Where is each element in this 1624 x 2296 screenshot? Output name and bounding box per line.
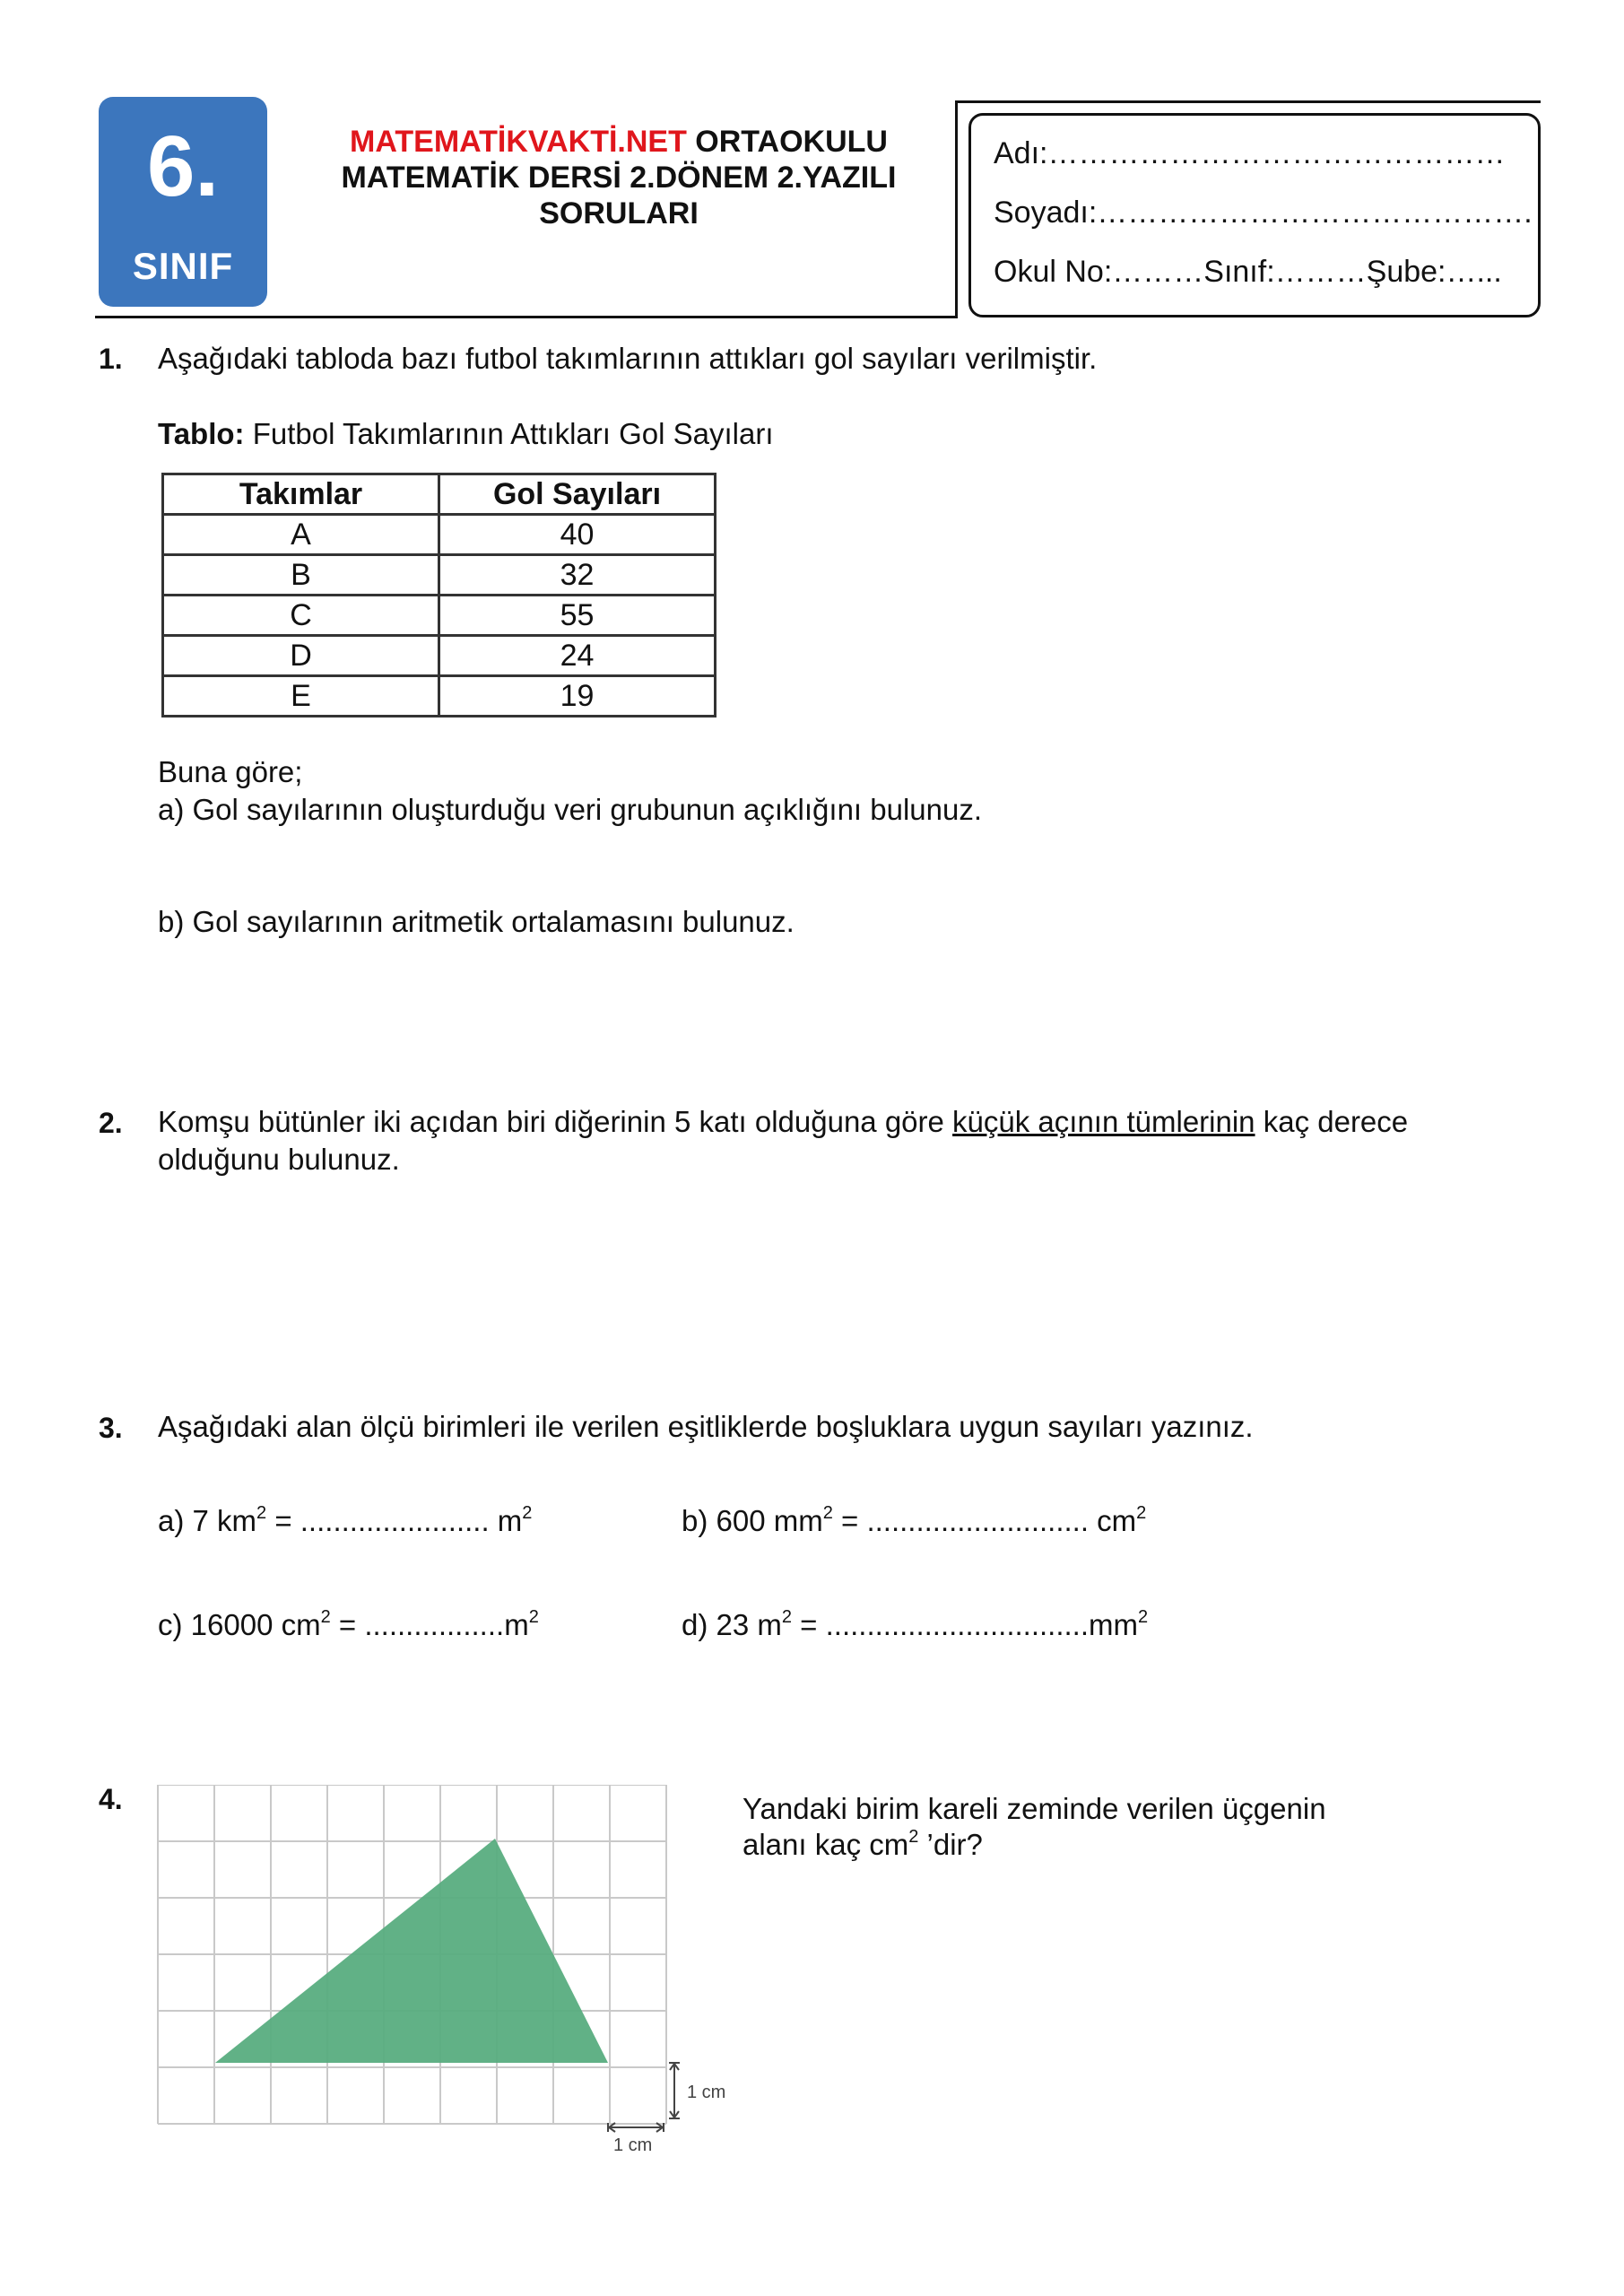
q2-text-end: kaç derece [1255,1105,1409,1138]
q1-caption-label: Tablo: [158,417,245,450]
goals-cell: 32 [439,555,716,596]
q1-text: Aşağıdaki tabloda bazı futbol takımlarının attıkları gol sayıları verilmiştir. [158,342,1098,375]
q3-item-a: a) 7 $km^2$ = ....................... $m^2$ [158,1503,533,1537]
q2-underlined-phrase: küçük açının tümlerinin [952,1105,1255,1138]
q2-text-line2: olduğunu bulunuz. [158,1143,400,1176]
q3-item-c: c) 16000 $cm^2 = .................m^2$ [158,1607,539,1641]
q4-text-line2: alanı kaç $cm^2$ ’dir? [743,1827,983,1861]
team-cell: A [163,515,439,555]
q3-number: 3. [99,1412,123,1444]
header-divider [95,316,958,318]
table-row [163,676,716,717]
q2-number: 2. [99,1107,123,1139]
vertical-unit-marker [669,2063,680,2118]
goals-cell: 24 [439,636,716,676]
site-name: MATEMATİKVAKTİ.NET [350,125,687,159]
grade-label: SINIF [132,245,234,287]
q1-caption [158,415,774,453]
name-field[interactable]: Adı:……………………………………… [994,136,1506,170]
table-header-row [163,474,716,515]
triangle-shape [215,1839,608,2063]
table-row [163,596,716,636]
goals-table [161,473,716,718]
triangle-grid-figure [152,1785,744,2161]
school-type: ORTAOKULU [686,125,888,159]
team-cell: D [163,636,439,676]
exam-subtitle: SORULARI [539,196,699,230]
team-cell: E [163,676,439,717]
q3-item-b: b) 600 $mm^2$ = ........................... $cm^2$ [682,1503,1147,1537]
q1-number: 1. [99,343,123,375]
vertical-unit-label: 1 cm [687,2083,726,2102]
q3-item-d: d) 23 $m^2 = ................................mm^2$ [682,1607,1149,1641]
school-title [323,124,915,231]
q1-part-b: b) Gol sayılarının aritmetik ortalamasını bulunuz. [158,905,795,938]
goals-cell: 40 [439,515,716,555]
goals-cell: 55 [439,596,716,636]
q1-intro: Buna göre; [158,755,303,788]
table-header-goals: Gol Sayıları [439,474,716,515]
table-row [163,515,716,555]
table-header-teams: Takımlar [163,474,439,515]
q2-text [158,1103,1408,1141]
q4-text-line1: Yandaki birim kareli zeminde verilen üçgenin [743,1792,1326,1825]
student-info-box [968,113,1541,317]
q2-text-start: Komşu bütünler iki açıdan biri diğerinin 5 katı olduğuna göre [158,1105,953,1138]
team-cell: B [163,555,439,596]
surname-field[interactable]: Soyadı:……………………………………. [994,196,1533,230]
school-no-field[interactable]: Okul No:………Sınıf:………Şube:…... [994,255,1502,289]
q3-text: Aşağıdaki alan ölçü birimleri ile verilen eşitliklerde boşluklara uygun sayıları yazınız. [158,1410,1254,1443]
table-row [163,555,716,596]
table-row [163,636,716,676]
grade-badge [99,97,267,307]
grade-number: 6. [146,118,220,214]
horizontal-unit-label: 1 cm [613,2135,653,2155]
exam-title: MATEMATİK DERSİ 2.DÖNEM 2.YAZILI [341,161,897,195]
goals-cell: 19 [439,676,716,717]
team-cell: C [163,596,439,636]
q1-caption-text: Futbol Takımlarının Attıkları Gol Sayıları [244,417,774,450]
q4-number: 4. [99,1783,123,1815]
q1-part-a: a) Gol sayılarının oluşturduğu veri grubunun açıklığını bulunuz. [158,793,983,826]
